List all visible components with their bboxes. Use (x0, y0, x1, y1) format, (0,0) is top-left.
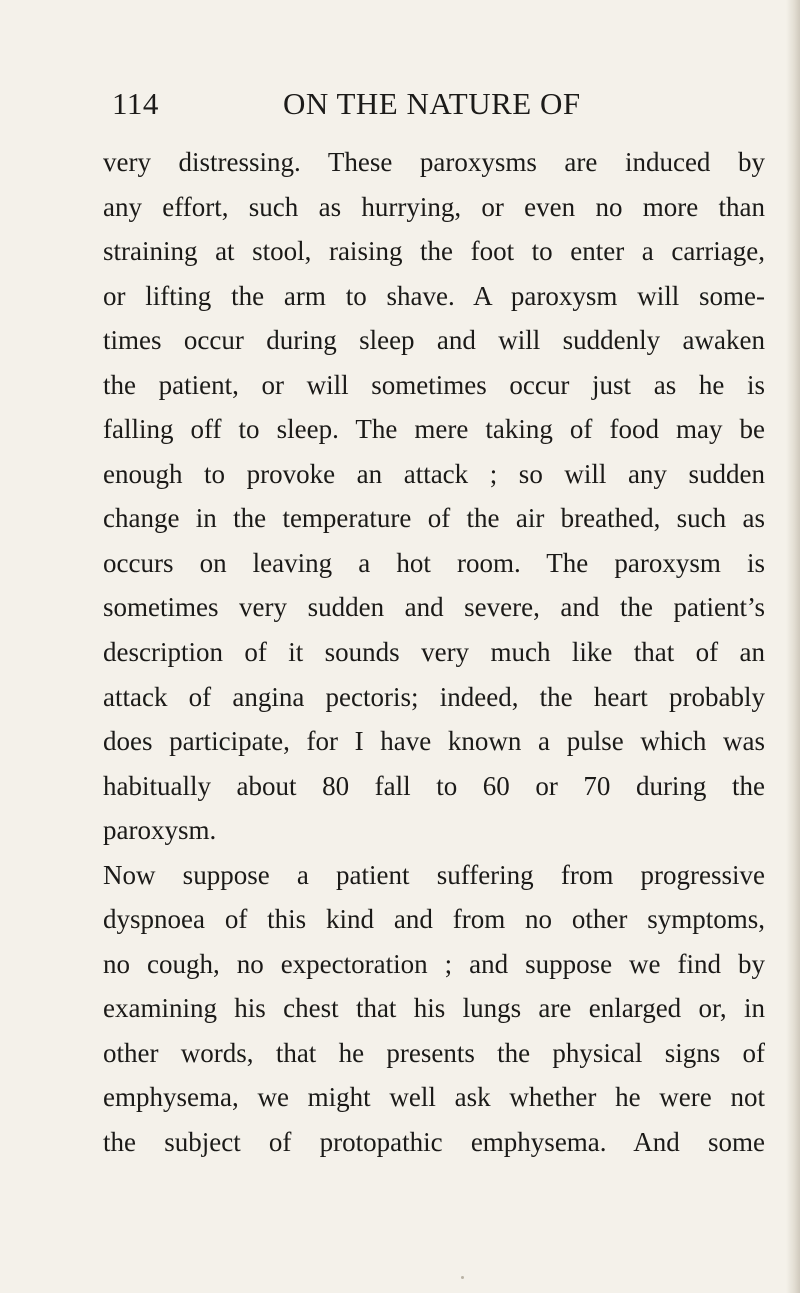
text-line: falling off to sleep. The mere taking of food may be (103, 414, 765, 445)
text-line: the subject of protopathic emphysema. And some (103, 1127, 765, 1158)
text-line: or lifting the arm to shave. A paroxysm will some- (103, 280, 765, 311)
text-line: does participate, for I have known a pulse which was (103, 726, 765, 757)
text-line: the patient, or will sometimes occur just as he is (103, 369, 765, 400)
text-line: description of it sounds very much like that of an (103, 637, 765, 668)
text-line: emphysema, we might well ask whether he were not (103, 1082, 765, 1113)
text-line: attack of angina pectoris; indeed, the heart probably (103, 681, 765, 712)
text-line: dyspnoea of this kind and from no other symptoms, (103, 904, 765, 935)
running-header (112, 86, 652, 126)
text-line: times occur during sleep and will suddenly awaken (103, 325, 765, 356)
paragraph-start-line: Now suppose a patient suffering from progressive (103, 859, 765, 890)
paper-speck (461, 1276, 464, 1279)
text-line: examining his chest that his lungs are enlarged or, in (103, 993, 765, 1024)
text-line: very distressing. These paroxysms are induced by (103, 147, 765, 177)
page-number: 114 (112, 86, 159, 121)
text-line: habitually about 80 fall to 60 or 70 during the (103, 770, 765, 801)
text-line: change in the temperature of the air breathed, such as (103, 503, 765, 534)
paragraph-end-line: paroxysm. (103, 815, 217, 846)
text-line: sometimes very sudden and severe, and the patient’s (103, 592, 765, 623)
text-line: no cough, no expectoration ; and suppose we find by (103, 948, 765, 979)
text-line: straining at stool, raising the foot to enter a carriage, (103, 236, 765, 267)
body-text (103, 140, 765, 1165)
text-line: other words, that he presents the physical signs of (103, 1037, 765, 1068)
running-title: ON THE NATURE OF (283, 86, 581, 121)
text-line: any effort, such as hurrying, or even no more than (103, 191, 765, 222)
page-edge-shadow (786, 0, 800, 1293)
text-line: occurs on leaving a hot room. The paroxysm is (103, 547, 765, 578)
text-line: enough to provoke an attack ; so will any sudden (103, 458, 765, 489)
